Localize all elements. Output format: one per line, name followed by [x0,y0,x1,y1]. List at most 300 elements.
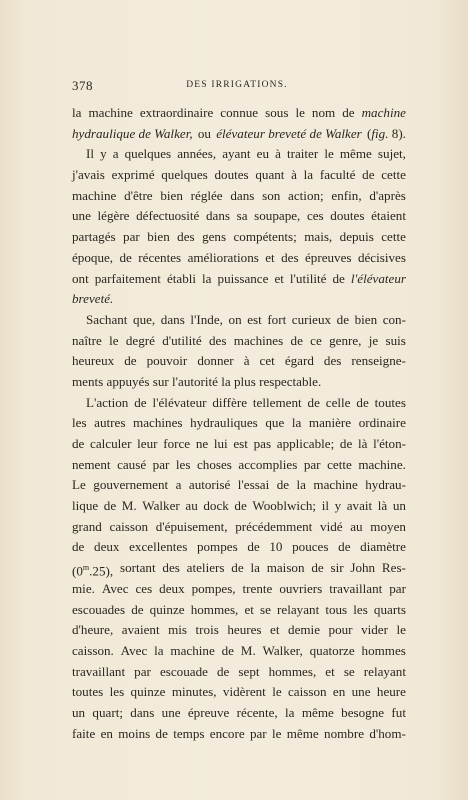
word: de [356,394,369,410]
word: connue [220,105,259,120]
word: défectuosité [136,208,200,224]
word: là [377,498,388,514]
word: précédemment [235,518,313,534]
word: de [307,394,320,410]
word: pour [328,622,353,638]
word: eu [256,146,269,162]
word: autres [94,415,126,431]
word: la [250,560,260,576]
word: établi [166,270,197,286]
word: la [296,477,306,493]
word: leur [137,436,158,451]
word: de [234,498,247,514]
word: deux [159,580,185,596]
word: le [295,105,305,120]
word: ordinaire [358,415,406,431]
word: compétents; [233,229,297,245]
word: l'élévateur [152,394,207,410]
word: même [339,146,372,162]
word: doutes [330,208,365,224]
word: de [103,498,117,514]
word: hydraulique de Walker, [72,125,193,141]
word: vider [361,622,388,638]
text-line [72,165,406,186]
word: dans [130,704,155,720]
word: diffère [212,394,248,410]
word: machines [133,415,183,431]
word: ces [135,580,153,596]
word: excellentes [129,539,188,555]
word: une [72,208,91,224]
word: travaillant [329,580,383,596]
word: d'heure, [72,622,114,638]
word: même [301,704,334,720]
text-line [72,496,406,517]
word: toutes [72,684,104,700]
word: pas [253,436,272,451]
word: d'après [369,187,406,203]
word: Walker [142,498,180,514]
word: machine [88,105,133,120]
body-text [72,103,406,744]
word: quinze [149,601,185,617]
text-line [72,579,406,600]
running-head: DES IRRIGATIONS. [186,80,288,90]
word: nement [72,456,111,472]
word: cet [259,353,275,369]
word: l'utilité [289,270,327,286]
word: ouvriers [279,580,323,596]
word: sortant [119,560,156,576]
word: relayant [277,601,320,617]
word: sa [236,208,248,224]
word: une [351,684,371,700]
word: a [112,146,119,162]
word: relayant [363,663,406,679]
text-line [72,600,406,621]
word: d'épuisement, [155,518,228,534]
word: pompes [196,539,238,555]
word: naître [72,332,102,348]
word: de [72,539,85,555]
word: fut [391,704,406,720]
word: machine [72,187,117,203]
word: hommes [361,642,406,658]
word: au [350,518,363,534]
text-line [72,558,406,579]
word: l'Inde, [190,311,223,327]
word: partagés [72,229,116,245]
word: hommes, [190,601,239,617]
word: par [249,725,267,741]
word: l'essai [237,477,270,493]
text-line [72,393,406,414]
word: vidèrent [222,684,266,700]
word: de [155,725,168,741]
word: quarts [373,601,406,617]
word: il [321,498,329,514]
word: en [100,725,113,741]
text-line [72,144,406,165]
word: au [185,498,198,514]
word: nombre [324,725,365,741]
word: d'être [124,187,153,203]
word: de [339,436,353,451]
word: moyen [370,518,406,534]
word: enfin, [331,187,362,203]
word: de [332,270,345,286]
word: gens [202,229,227,245]
word: d'utilité [162,332,202,348]
word: de [124,353,137,369]
word: légère [97,208,130,224]
word: bien [354,311,378,327]
word: cette [381,229,406,245]
word: avaient [121,622,160,638]
word: se [260,601,271,617]
word: quatorze [309,642,355,658]
word: escouades [72,601,126,617]
word: la [154,642,164,658]
word: le [324,146,334,162]
word: dans [205,208,230,224]
text-line [72,331,406,352]
word: sir [330,560,344,576]
word: décisives [357,249,406,265]
word: pouvoir [146,353,188,369]
word: de [311,560,324,576]
word: la [291,415,302,431]
word: Sachant [86,311,128,327]
word: son [262,187,281,203]
word: par [134,663,151,679]
word: dock [203,498,229,514]
word: accomplies [238,456,298,472]
text-line [72,124,406,145]
word: épreuve [187,704,230,720]
word: étaient [371,208,406,224]
word: de [276,477,290,493]
word: dans [160,311,185,327]
word: élévateur breveté de Walker [216,125,362,141]
text-line [72,103,406,124]
word: égard [284,353,314,369]
word: diamètre [360,539,406,555]
word: maison [266,560,305,576]
word: escouade [159,663,208,679]
word: et [325,663,335,679]
word: y [100,146,107,162]
word: machine [170,642,215,658]
word: doutes [214,167,249,183]
word: caisson [109,518,149,534]
word: faculté [319,167,356,183]
word: quelques [161,167,208,183]
word: toutes [374,394,406,410]
word: renseigne- [351,353,406,369]
word: 10 [269,539,283,555]
word: et [265,249,275,265]
word: suis [385,332,406,348]
page-header [72,78,402,94]
word: cette [381,167,406,183]
word: épreuves [304,249,352,265]
word: y [334,498,342,514]
text-line [72,662,406,683]
word: hydrau- [365,477,406,493]
word: une [161,704,181,720]
word: et [274,270,284,286]
text-line [72,310,406,331]
word: heureux [72,353,115,369]
word: à [291,167,297,183]
word: les [109,684,125,700]
word: manière [308,415,352,431]
word: moins [118,725,151,741]
word: la [202,270,212,286]
word: de [336,311,349,327]
word: autorisé [188,477,231,493]
word: mais, [304,229,333,245]
page-number: 378 [72,78,93,93]
word: ou [197,125,211,141]
word: con- [382,311,406,327]
word: (fig. 8). [367,125,406,141]
word: machines [233,332,284,348]
word: des [177,229,195,245]
word: L'action [86,394,129,410]
word: de [134,394,147,410]
word: on [228,311,242,327]
word: tous [325,601,348,617]
text-line [72,641,406,662]
word: un [392,498,406,514]
word: des [281,249,299,265]
word: que [265,415,285,431]
word: dans [230,187,255,203]
word: M. [121,498,137,514]
word: des [323,353,342,369]
word: sept [238,663,260,679]
word: en [332,684,346,700]
word: machine. [358,456,406,472]
word: action; [288,187,324,203]
word: d'hom- [369,725,406,741]
word: époque, [72,249,114,265]
word: le [109,332,119,348]
word: hommes, [268,663,317,679]
text-line [72,186,406,207]
word: Avec [120,642,148,658]
word: a [175,477,182,493]
word: l'éton- [373,436,406,451]
word: quant [255,167,285,183]
word: faite [72,725,96,741]
word: trente [242,580,273,596]
word: encore [209,725,245,741]
word: hydrauliques [190,415,258,431]
word: exprimé [111,167,155,183]
word: ne [195,436,209,451]
word: Il [86,146,94,162]
text-line [72,434,406,455]
word: de [342,105,355,120]
word: mie. [72,580,95,596]
word: quinze [130,684,166,700]
word: nom [311,105,336,120]
word: là [357,436,368,451]
word: caisson. [72,642,114,658]
text-line [72,227,406,248]
word: breveté. [72,291,114,307]
text-line [72,351,406,372]
word: choses [196,456,232,472]
text-line [72,682,406,703]
word: des [209,332,227,348]
word: les [175,456,191,472]
word: Avec [101,580,129,596]
text-line [72,537,406,558]
word: de [247,539,260,555]
text-line [72,703,406,724]
word: heures [227,622,262,638]
word: Le [72,477,86,493]
word: causé [117,456,147,472]
word: calculer [90,436,132,451]
word: l'élévateur [350,270,406,286]
word: à [275,146,281,162]
word: curieux [291,311,332,327]
word: améliorations [187,249,259,265]
word: avait [346,498,373,514]
word: et [244,601,254,617]
word: soupape, [254,208,301,224]
word: applicable; [276,436,335,451]
word: sous [265,105,289,120]
word: celle [325,394,351,410]
word: à [243,353,250,369]
word: de [119,249,132,265]
word: tellement [252,394,302,410]
word: par [152,456,170,472]
word: trois [195,622,219,638]
word: force [163,436,191,451]
text-line [72,372,406,393]
text-line [72,289,406,310]
word: mis [168,622,188,638]
word: se [343,663,355,679]
word: bien [160,187,183,203]
word: temps [173,725,205,741]
word: donner [197,353,234,369]
word: un [72,704,86,720]
word: machine [313,477,358,493]
word: ont [72,270,89,286]
word: depuis [339,229,374,245]
word: bien [147,229,170,245]
word: de [221,642,234,658]
word: M. [240,642,256,658]
word: le [272,684,282,700]
word: pouces [292,539,329,555]
word: de [290,332,303,348]
word: je [368,332,379,348]
word: besogne [341,704,385,720]
word: parfaitement [94,270,161,286]
word: ayant [222,146,251,162]
word: genre, [329,332,362,348]
word: ments appuyés sur l'autorité la plus respectable. [72,373,322,389]
word: de [131,601,144,617]
word: lui [213,436,228,451]
word: est [247,311,262,327]
word: même [286,725,319,741]
word: grand [72,518,102,534]
word: récentes [138,249,182,265]
word: le [396,622,406,638]
word: (0$^m$.25), [72,563,114,579]
word: récente, [236,704,278,720]
word: la [72,105,82,120]
word: vidé [320,518,343,534]
word: par [303,456,321,472]
word: j'avais [72,167,105,183]
word: de [231,560,244,576]
word: et [270,622,280,638]
word: gouvernement [93,477,169,493]
text-line [72,724,406,745]
text-line [72,413,406,434]
word: est [233,436,248,451]
word: lique [72,498,99,514]
word: ateliers [186,560,225,576]
word: que, [133,311,156,327]
word: John [350,560,376,576]
word: degré [125,332,155,348]
text-line [72,269,406,290]
word: cette [327,456,352,472]
word: Walker, [262,642,303,658]
word: de [72,436,85,451]
text-line [72,475,406,496]
word: caisson [288,684,327,700]
text-line [72,620,406,641]
word: le [271,725,282,741]
word: réglée [190,187,223,203]
word: les [72,415,87,431]
word: fort [267,311,287,327]
word: minutes, [171,684,217,700]
word: sujet, [377,146,406,162]
word: demie [288,622,321,638]
word: des [162,560,180,576]
text-line [72,206,406,227]
word: de [217,663,230,679]
word: extraordinaire [139,105,214,120]
word: pompes, [191,580,236,596]
word: ces [306,208,324,224]
word: par [389,580,406,596]
word: la [303,167,314,183]
word: deux [94,539,120,555]
word: machine [361,105,406,120]
word: la [285,704,295,720]
word: de [338,539,351,555]
word: Res- [381,560,406,576]
word: heure [376,684,406,700]
word: travaillant [72,663,126,679]
text-line [72,517,406,538]
